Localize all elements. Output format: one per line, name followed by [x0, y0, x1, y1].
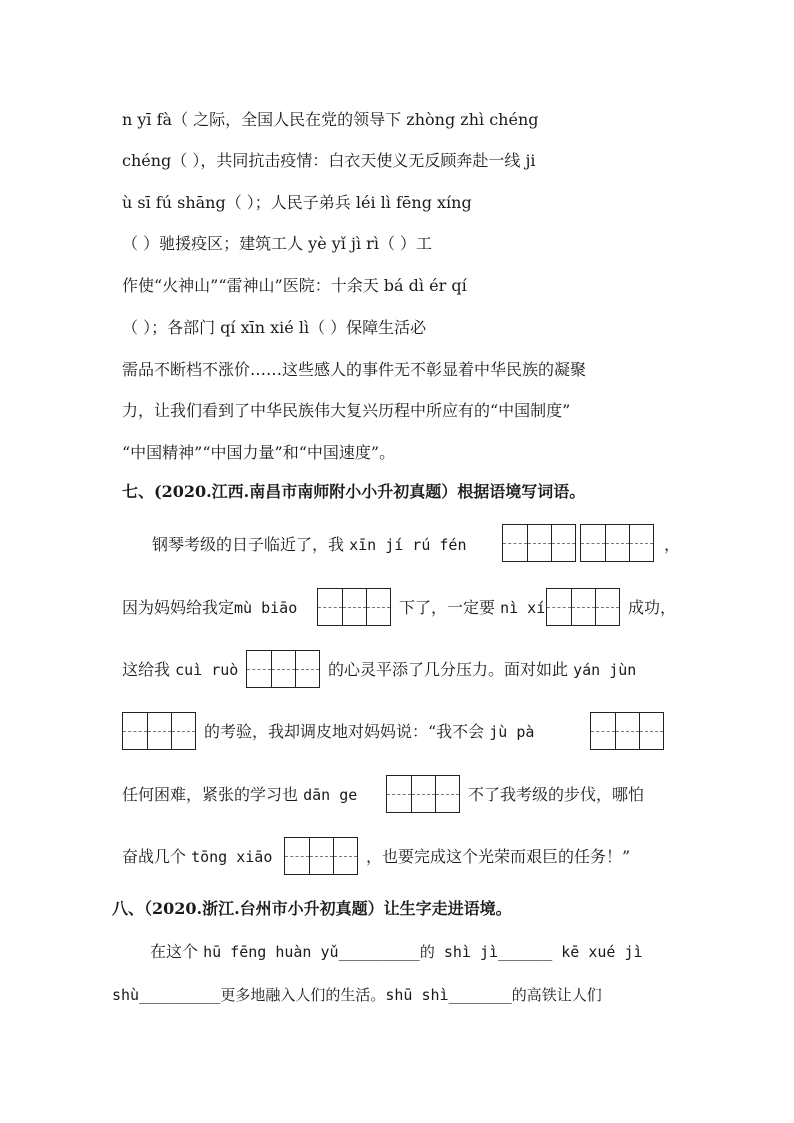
- char-box[interactable]: [147, 713, 171, 749]
- char-box[interactable]: [551, 525, 575, 561]
- section7-line5b: 不了我考级的步伐，哪怕: [468, 785, 645, 804]
- pinyin-mu-biao: mù biāo: [234, 599, 298, 617]
- section6-line: n yī fà（ 之际，全国人民在党的领导下 zhòng zhì chéng: [122, 110, 539, 129]
- char-box[interactable]: [503, 525, 527, 561]
- char-box[interactable]: [342, 589, 366, 625]
- section8-line1: 在这个 hū fēng huàn yǔ_________的 shì jì______ kē xué jì: [150, 942, 643, 961]
- section7-line2b: 下了，一定要 nì xí: [399, 598, 546, 617]
- char-box[interactable]: [547, 589, 571, 625]
- pinyin-ke-xue-ji: kē xué jì: [552, 943, 643, 961]
- char-grid-group: [580, 524, 654, 562]
- section7-line5a: 任何困难，紧张的学习也 dān ge: [122, 785, 358, 804]
- section7-line1-end: ，: [664, 535, 681, 554]
- section7-line6a: 奋战几个 tōng xiāo: [122, 847, 273, 866]
- answer-boxes-dan-ge: [386, 775, 460, 813]
- section6-line: （ ）；各部门 qí xīn xié lì（ ）保障生活必: [122, 318, 427, 337]
- answer-boxes-ju-pa: [590, 712, 664, 750]
- char-box[interactable]: [629, 525, 653, 561]
- char-box[interactable]: [639, 713, 663, 749]
- pinyin-dan-ge: dān ge: [303, 786, 358, 804]
- pinyin-ju-pa: jù pà: [489, 723, 535, 741]
- answer-boxes-ni-xi: [546, 588, 620, 626]
- char-box[interactable]: [527, 525, 551, 561]
- blank-shu-shi[interactable]: _______的高铁让人们: [448, 986, 602, 1004]
- pinyin-yan-jun: yán jùn: [573, 661, 637, 679]
- section7-line3b: 的心灵平添了几分压力。面对如此 yán jùn: [328, 660, 637, 679]
- char-box[interactable]: [333, 838, 357, 874]
- section6-line: 作使“火神山”“雷神山”医院：十余天 bá dì ér qí: [122, 276, 467, 295]
- section6-line: （ ）驰援疫区；建筑工人 yè yǐ jì rì（ ）工: [122, 234, 433, 253]
- section6-line: “中国精神”“中国力量”和“中国速度”。: [122, 443, 396, 462]
- char-grid-group: [502, 524, 576, 562]
- pinyin-ni-xi: nì xí: [500, 599, 546, 617]
- section7-line2a: 因为妈妈给我定mù biāo: [122, 598, 298, 617]
- section6-line: 力，让我们看到了中华民族伟大复兴历程中所应有的“中国制度”: [122, 401, 571, 420]
- char-box[interactable]: [247, 651, 271, 687]
- char-box[interactable]: [581, 525, 605, 561]
- section7-line3a: 这给我 cuì ruò: [122, 660, 239, 679]
- answer-boxes-xin-ji-ru-fen: [502, 524, 654, 562]
- blank-shi-ji[interactable]: ______: [498, 943, 553, 961]
- answer-boxes-mu-biao: [317, 588, 391, 626]
- section6-line: ù sī fú shāng（ ）；人民子弟兵 léi lì fēng xíng: [122, 193, 472, 212]
- section7-heading: 七、(2020.江西.南昌市南师附小小升初真题）根据语境写词语。: [122, 482, 586, 501]
- char-box[interactable]: [295, 651, 319, 687]
- pinyin-tong-xiao: tōng xiāo: [191, 848, 273, 866]
- answer-boxes-yan-jun: [122, 712, 196, 750]
- blank-hu-feng-huan-yu[interactable]: _________的: [338, 943, 444, 961]
- answer-boxes-tong-xiao: [284, 837, 358, 875]
- char-box[interactable]: [591, 713, 615, 749]
- section7-line6b: ，也要完成这个光荣而艰巨的任务！”: [366, 847, 631, 866]
- char-box[interactable]: [595, 589, 619, 625]
- answer-boxes-cui-ruo: [246, 650, 320, 688]
- char-box[interactable]: [123, 713, 147, 749]
- blank-ke-xue-ji-shu[interactable]: _________更多地融入人们的生活。: [139, 986, 386, 1004]
- pinyin-shu: shù: [112, 986, 140, 1004]
- pinyin-xin-ji-ru-fen: xīn jí rú fén: [349, 536, 467, 554]
- char-box[interactable]: [171, 713, 195, 749]
- char-box[interactable]: [285, 838, 309, 874]
- section7-line1: 钢琴考级的日子临近了，我 xīn jí rú fén: [152, 535, 467, 554]
- pinyin-shi-ji: shì jì: [443, 943, 499, 961]
- char-box[interactable]: [366, 589, 390, 625]
- char-box[interactable]: [271, 651, 295, 687]
- section8-heading: 八、（2020.浙江.台州市小升初真题）让生字走进语境。: [112, 899, 512, 918]
- section6-line: 需品不断档不涨价……这些感人的事件无不彰显着中华民族的凝聚: [122, 360, 587, 379]
- char-box[interactable]: [615, 713, 639, 749]
- char-box[interactable]: [387, 776, 411, 812]
- char-box[interactable]: [411, 776, 435, 812]
- char-box[interactable]: [318, 589, 342, 625]
- section6-line: chéng（ ），共同抗击疫情：白衣天使义无反顾奔赴一线 ji: [122, 151, 536, 170]
- section7-line4a: 的考验，我却调皮地对妈妈说：“我不会 jù pà: [204, 722, 535, 741]
- section8-line2: [112, 985, 602, 1005]
- pinyin-hu-feng-huan-yu: hū fēng huàn yǔ: [203, 943, 339, 961]
- char-box[interactable]: [571, 589, 595, 625]
- char-box[interactable]: [435, 776, 459, 812]
- pinyin-shu-shi: shū shì: [385, 986, 449, 1004]
- char-box[interactable]: [309, 838, 333, 874]
- pinyin-cui-ruo: cuì ruò: [175, 661, 239, 679]
- section7-line2c: 成功，: [628, 598, 677, 617]
- char-box[interactable]: [605, 525, 629, 561]
